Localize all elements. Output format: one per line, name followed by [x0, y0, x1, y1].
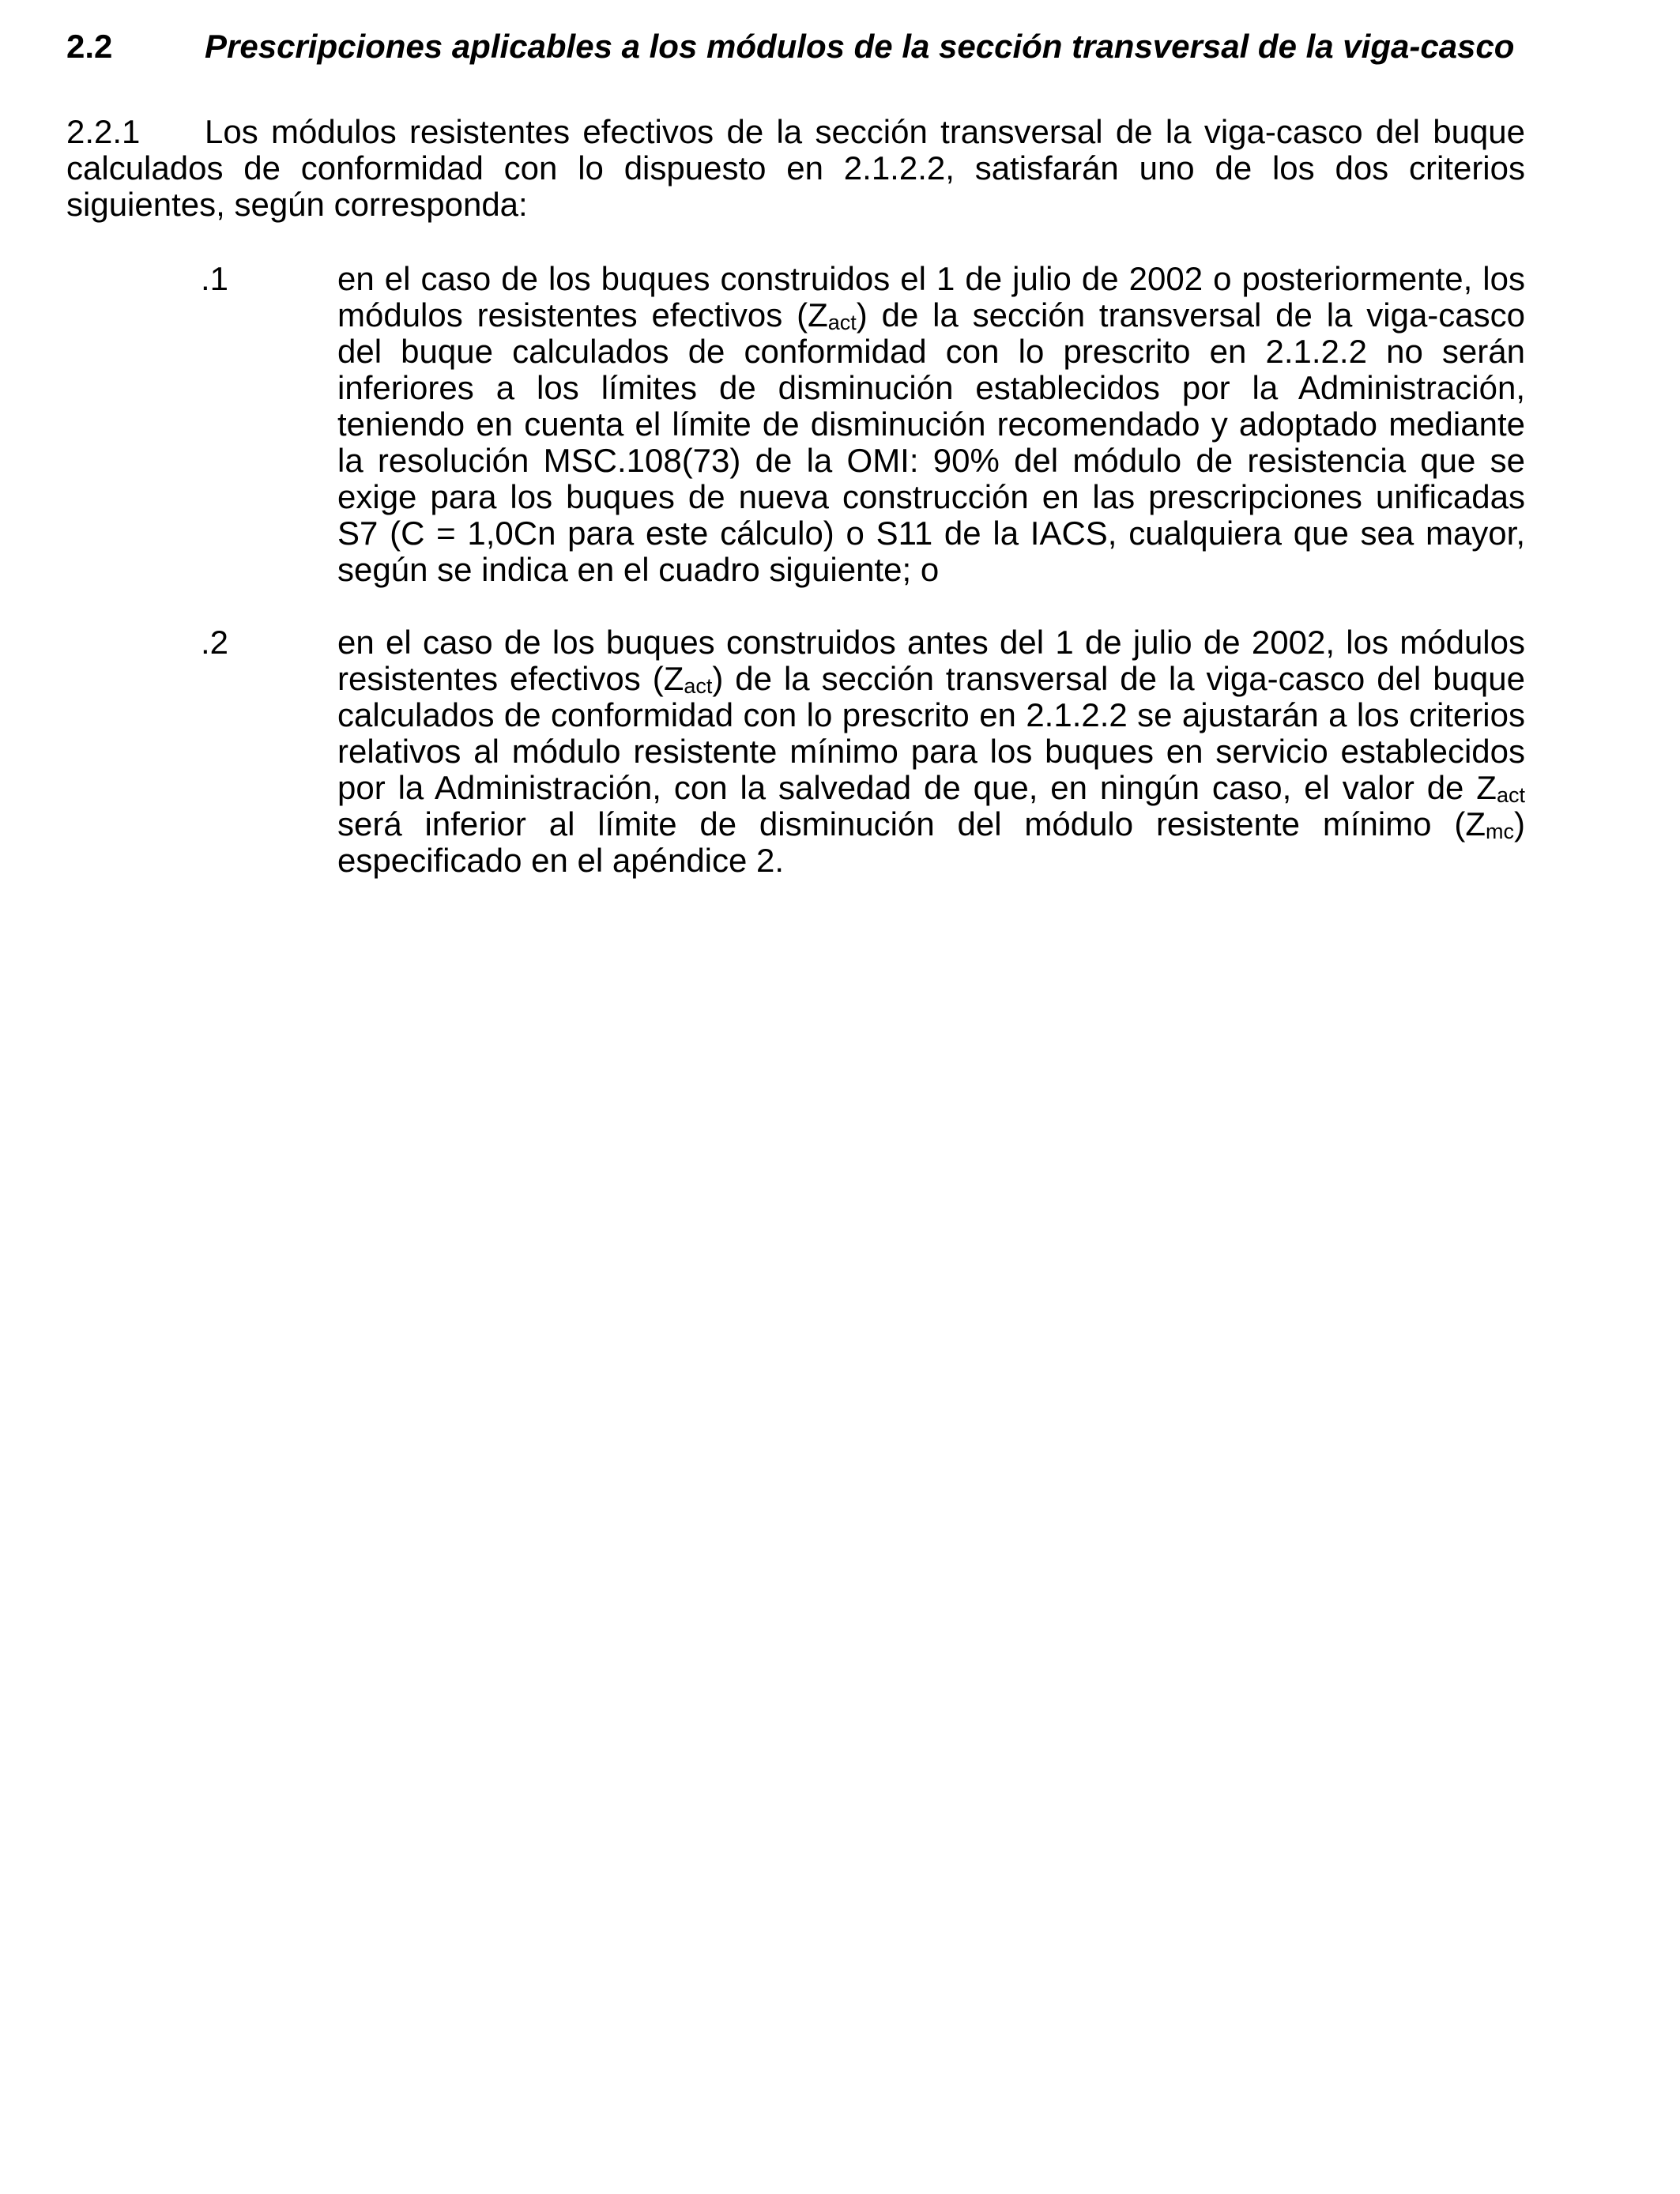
- item-text-part: en el caso de los buques construidos el 1 de julio de 2002 o posteriormente, los módulos resistentes efectivos (Z: [337, 260, 1525, 334]
- subscript-act: act: [827, 311, 857, 334]
- paragraph-number: 2.2.1: [66, 113, 141, 150]
- subscript-act: act: [684, 674, 713, 698]
- subscript-act: act: [1496, 783, 1525, 807]
- list-item-text: [337, 261, 1525, 588]
- item-text-part: ) especificado en el apéndice 2.: [337, 805, 1525, 879]
- list-item-number: .2: [201, 624, 229, 661]
- list-item: [66, 261, 1525, 588]
- paragraph-2-2-1: [66, 114, 1525, 223]
- section-number: 2.2: [66, 28, 113, 65]
- item-text-part: será inferior al límite de disminución del módulo resistente mínimo (Z: [337, 805, 1486, 843]
- item-text-part: ) de la sección transversal de la viga-casco del buque calculados de conformidad con lo prescrito en 2.1.2.2 no serán inferiores a los límites de disminución establecidos por la Administración, teniendo en cuenta el límite de disminución recomendado y adoptado mediante la resolución MSC.108(73) de la OMI: 90% del módulo de resistencia que se exige para los buques de nueva construcción en las prescripciones unificadas S7 (C = 1,0Cn para este cálculo) o S11 de la IACS, cualquiera que sea mayor, según se indica en el cuadro siguiente; o: [337, 296, 1526, 588]
- list-item: [66, 624, 1525, 879]
- item-text-part: ) de la sección transversal de la viga-casco del buque calculados de conformidad con lo prescrito en 2.1.2.2 se ajustarán a los criterios relativos al módulo resistente mínimo para los buques en servicio establecidos por la Administración, con la salvedad de que, en ningún caso, el valor de Z: [337, 660, 1525, 806]
- criteria-list: [66, 261, 1525, 879]
- paragraph-text: Los módulos resistentes efectivos de la sección transversal de la viga-casco del buque calculados de conformidad con lo dispuesto en 2.1.2.2, satisfarán uno de los dos criterios siguientes, según corresponda:: [66, 113, 1525, 223]
- section-title: Prescripciones aplicables a los módulos de la sección transversal de la viga-casco: [205, 28, 1515, 65]
- subscript-mc: mc: [1486, 820, 1514, 843]
- list-item-number: .1: [201, 260, 229, 297]
- document-page: [66, 28, 1525, 915]
- item-text-part: en el caso de los buques construidos antes del 1 de julio de 2002, los módulos resistentes efectivos (Z: [337, 624, 1525, 697]
- section-heading: [66, 28, 1525, 65]
- list-item-text: [337, 624, 1525, 879]
